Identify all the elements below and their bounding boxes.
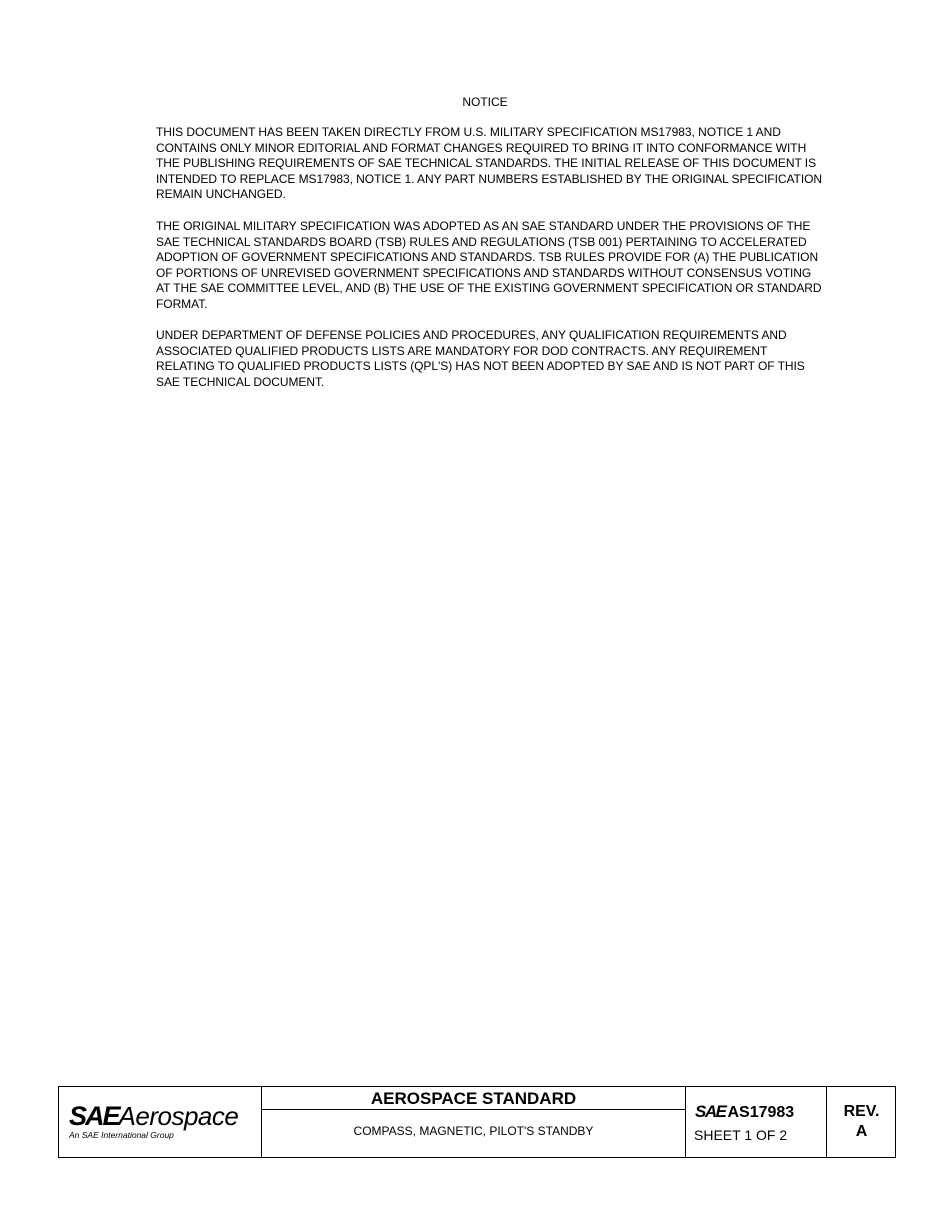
logo-tagline: An SAE International Group <box>69 1130 174 1140</box>
document-title: COMPASS, MAGNETIC, PILOT'S STANDBY <box>353 1124 594 1138</box>
revision-label: REV. <box>843 1103 880 1120</box>
logo-aerospace-text: Aerospace <box>118 1101 239 1131</box>
logo-cell <box>59 1087 262 1157</box>
sae-small-logo: SAE <box>695 1102 726 1121</box>
title-cell <box>262 1087 686 1157</box>
doc-number: AS17983 <box>727 1104 795 1121</box>
notice-paragraph-1: THIS DOCUMENT HAS BEEN TAKEN DIRECTLY FROM U.S. MILITARY SPECIFICATION MS17983, NOTICE 1 AND CONTAINS ONLY MINOR EDITORIAL AND FORMAT CHANGES REQUIRED TO BRING IT INTO CONFORMANCE WITH THE PUBLISHING REQUIREMENTS OF SAE TECHNICAL STANDARDS. THE INITIAL RELEASE OF THIS DOCUMENT IS INTENDED TO REPLACE MS17983, NOTICE 1. ANY PART NUMBERS ESTABLISHED BY THE ORIGINAL SPECIFICATION REMAIN UNCHANGED. <box>156 125 823 202</box>
doc-number-row <box>695 1102 794 1122</box>
notice-paragraph-2: THE ORIGINAL MILITARY SPECIFICATION WAS ADOPTED AS AN SAE STANDARD UNDER THE PROVISIONS OF THE SAE TECHNICAL STANDARDS BOARD (TSB) RULES AND REGULATIONS (TSB 001) PERTAINING TO ACCELERATED ADOPTION OF GOVERNMENT SPECIFICATIONS AND STANDARDS. TSB RULES PROVIDE FOR (A) THE PUBLICATION OF PORTIONS OF UNREVISED GOVERNMENT SPECIFICATIONS AND STANDARDS WITHOUT CONSENSUS VOTING AT THE SAE COMMITTEE LEVEL, AND (B) THE USE OF THE EXISTING GOVERNMENT SPECIFICATION OR STANDARD FORMAT. <box>156 219 822 311</box>
title-block <box>58 1086 896 1158</box>
revision-value: A <box>855 1123 868 1140</box>
doc-number-cell <box>686 1087 827 1157</box>
revision-cell <box>827 1087 896 1157</box>
notice-title: NOTICE <box>462 95 508 109</box>
sheet-number: SHEET 1 OF 2 <box>694 1127 788 1143</box>
logo-sae-text: SAE <box>69 1101 119 1131</box>
notice-paragraph-3: UNDER DEPARTMENT OF DEFENSE POLICIES AND PROCEDURES, ANY QUALIFICATION REQUIREMENTS AND ASSOCIATED QUALIFIED PRODUCTS LISTS ARE MANDATORY FOR DOD CONTRACTS. ANY REQUIREMENT RELATING TO QUALIFIED PRODUCTS LISTS (QPL'S) HAS NOT BEEN ADOPTED BY SAE AND IS NOT PART OF THIS SAE TECHNICAL DOCUMENT. <box>156 328 805 389</box>
sae-aerospace-logo <box>69 1101 238 1132</box>
standard-type: AEROSPACE STANDARD <box>262 1087 685 1110</box>
